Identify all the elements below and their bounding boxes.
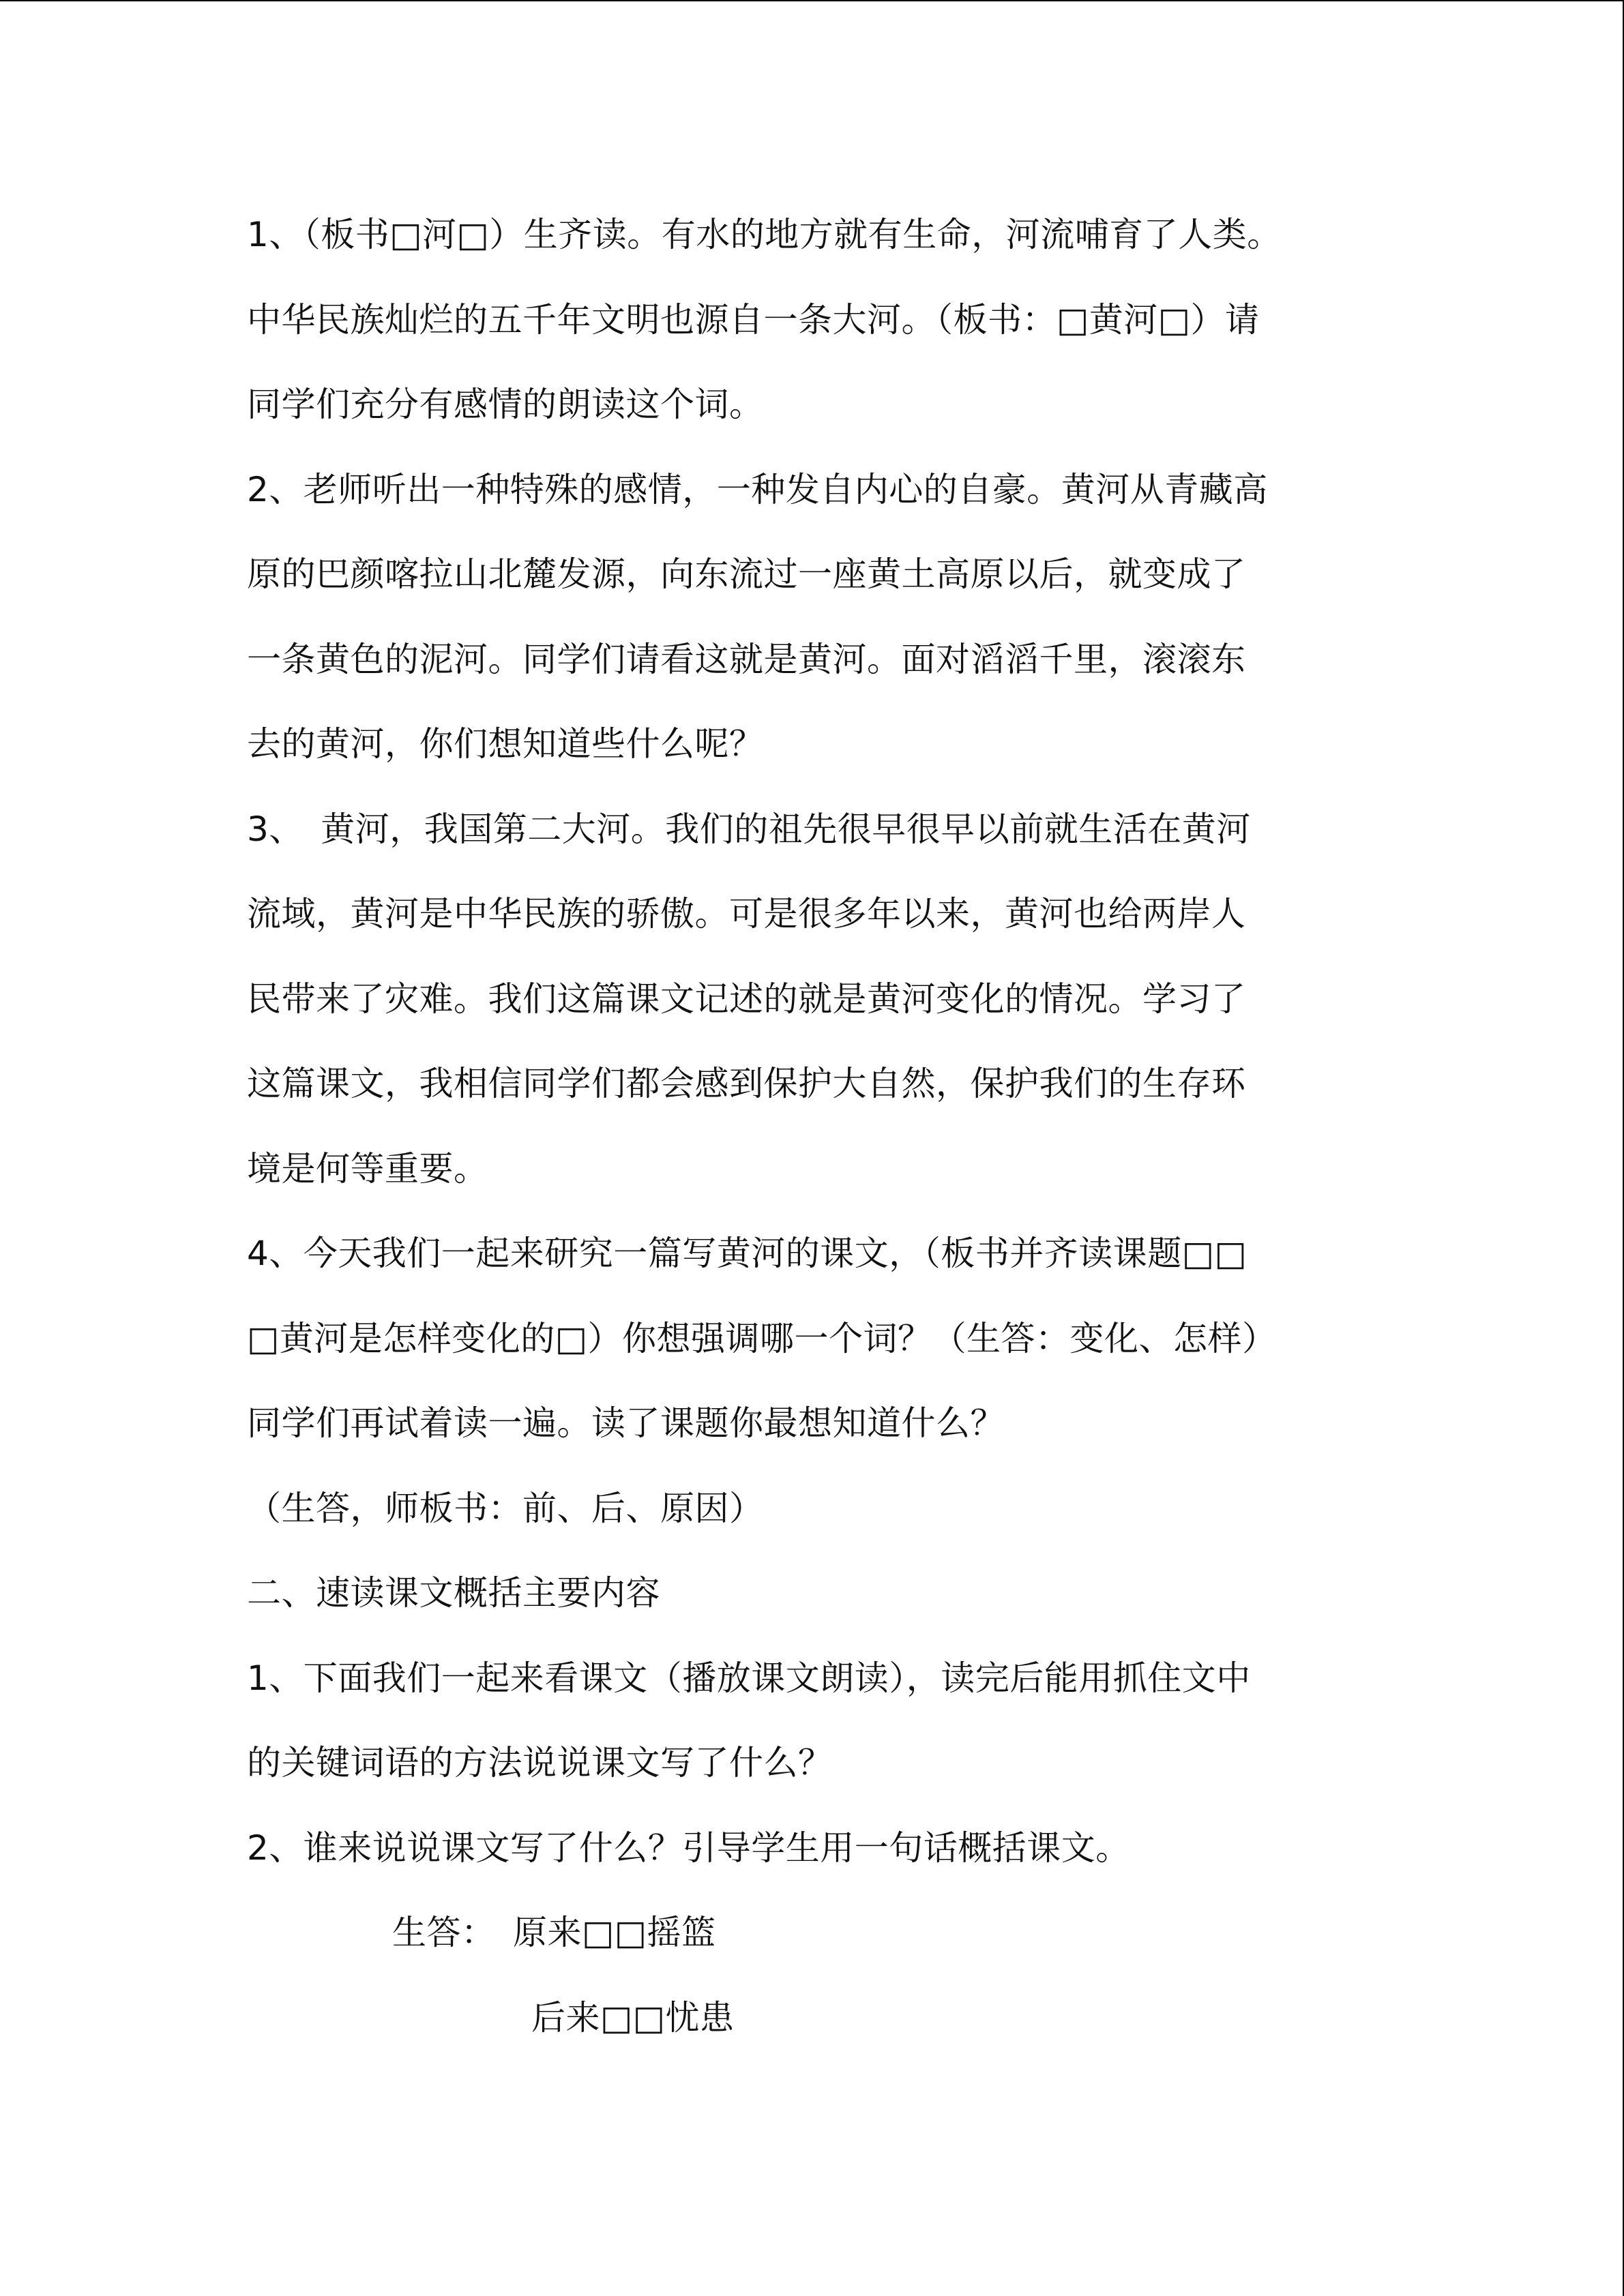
- text-line-6: 一条黄色的泥河。同学们请看这就是黄河。面对滔滔千里，滚滚东: [247, 639, 1246, 679]
- text-line-15: 同学们再试着读一遍。读了课题你最想知道什么？: [247, 1403, 1005, 1443]
- text-line-16: （生答，师板书：前、后、原因）: [247, 1488, 764, 1528]
- text-line-7: 去的黄河，你们想知道些什么呢？: [247, 724, 764, 764]
- text-line-12: 境是何等重要。: [247, 1148, 488, 1189]
- text-line-1: 1、（板书□河□）生齐读。有水的地方就有生命，河流哺育了人类。: [247, 215, 1282, 254]
- text-line-18: 1、下面我们一起来看课文（播放课文朗读），读完后能用抓住文中: [247, 1658, 1251, 1698]
- text-line-20: 2、谁来说说课文写了什么？引导学生用一句话概括课文。: [247, 1828, 1130, 1868]
- text-line-9: 流域，黄河是中华民族的骄傲。可是很多年以来，黄河也给两岸人: [247, 894, 1246, 934]
- text-line-5: 原的巴颜喀拉山北麓发源，向东流过一座黄土高原以后，就变成了: [247, 554, 1246, 594]
- text-line-2: 中华民族灿烂的五千年文明也源自一条大河。（板书：□黄河□）请: [247, 299, 1260, 340]
- section-heading-2: 二、速读课文概括主要内容: [247, 1573, 660, 1613]
- text-line-8: 3、 黄河，我国第二大河。我们的祖先很早很早以前就生活在黄河: [247, 809, 1251, 849]
- text-line-13: 4、今天我们一起来研究一篇写黄河的课文，（板书并齐读课题□□: [247, 1234, 1247, 1273]
- student-answer-line-1: 生答： 原来□□摇篮: [392, 1913, 716, 1952]
- document-body: [247, 192, 1393, 2060]
- text-line-19: 的关键词语的方法说说课文写了什么？: [247, 1743, 833, 1783]
- text-line-11: 这篇课文，我相信同学们都会感到保护大自然，保护我们的生存环: [247, 1064, 1246, 1103]
- student-answer-line-2: 后来□□忧患: [531, 1997, 735, 2038]
- text-line-14: □黄河是怎样变化的□）你想强调哪一个词？（生答：变化、怎样）: [247, 1318, 1277, 1358]
- text-line-4: 2、老师听出一种特殊的感情，一种发自内心的自豪。黄河从青藏高: [247, 469, 1268, 509]
- text-line-10: 民带来了灾难。我们这篇课文记述的就是黄河变化的情况。学习了: [247, 979, 1246, 1019]
- text-line-3: 同学们充分有感情的朗读这个词。: [247, 385, 764, 424]
